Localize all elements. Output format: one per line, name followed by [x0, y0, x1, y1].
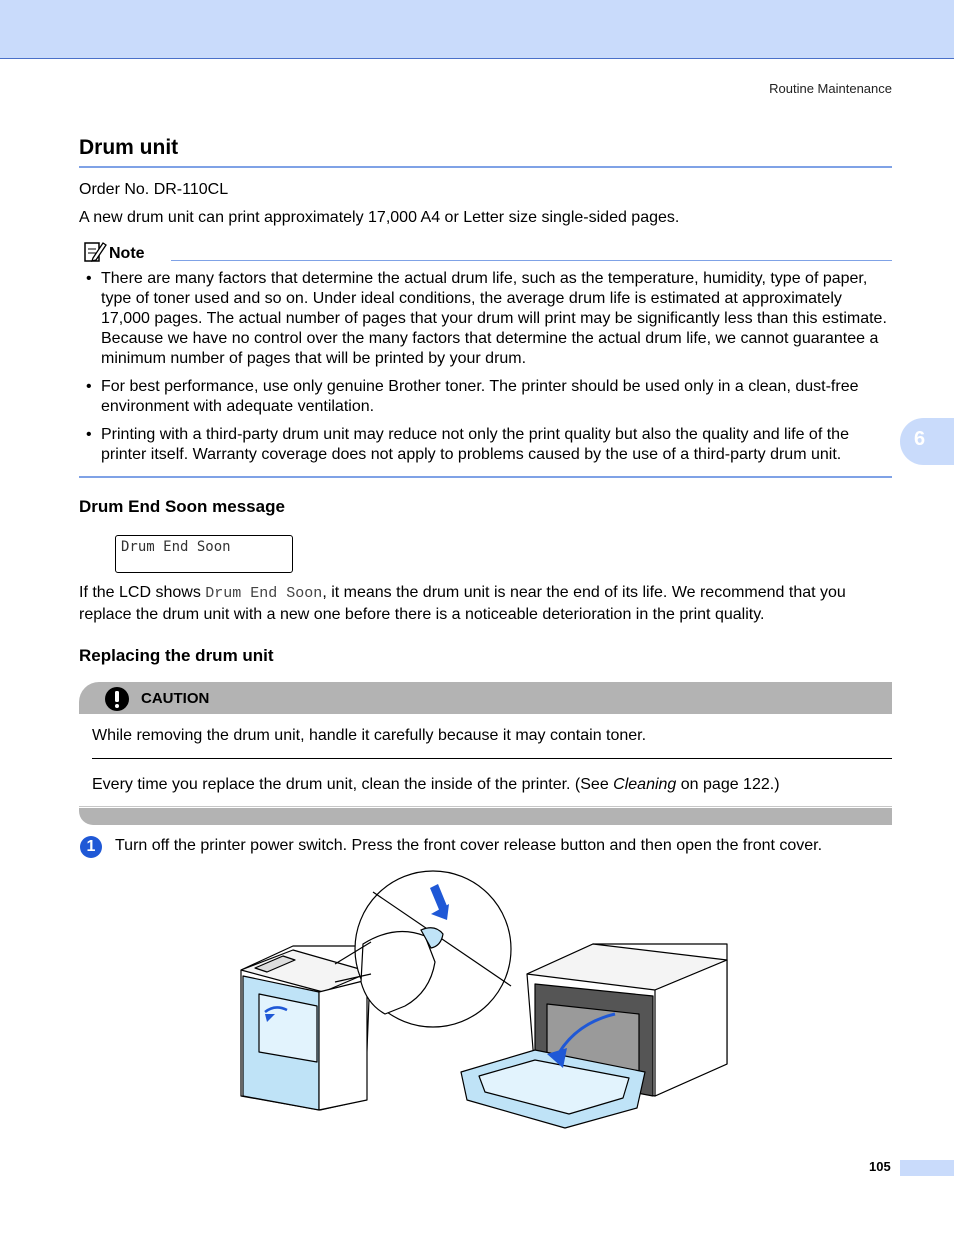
- caution-icon: [105, 687, 129, 711]
- note-item: • For best performance, use only genuine Brother toner. The printer should be used only in a clean, dust-free environment with adequate ventilation.: [79, 377, 894, 417]
- step-text: Turn off the printer power switch. Press the front cover release button and then open the front cover.: [115, 837, 823, 854]
- note-header: [79, 240, 892, 262]
- caution-divider-bottom: [79, 806, 892, 807]
- header-band: [0, 0, 954, 59]
- note-label: Note: [109, 245, 145, 262]
- chapter-tab: [900, 418, 954, 465]
- caution-label: CAUTION: [141, 690, 210, 707]
- drum-end-heading: Drum End Soon message: [79, 497, 285, 516]
- caution-banner: [79, 682, 892, 714]
- running-head: Routine Maintenance: [769, 81, 892, 96]
- note-item: • Printing with a third-party drum unit may reduce not only the print quality but also the quality and life of the printer itself. Warranty coverage does not apply to problems caused by the use of a third-party drum unit.: [79, 425, 894, 465]
- lcd-display: [115, 535, 293, 573]
- printer-illustration: [235, 864, 735, 1134]
- intro-text: A new drum unit can print approximately 17,000 A4 or Letter size single-sided pages.: [79, 209, 680, 226]
- note-item: • There are many factors that determine the actual drum life, such as the temperature, humidity, type of paper, type of toner used and so on. Under ideal conditions, the average drum life is estimated at approximately 17,000 pages. The actual number of pages that your drum will print may be significantly less than this estimate. Because we have no control over the many factors that determine the actual drum life, we cannot guarantee a minimum number of pages that will be printed by your drum.: [79, 269, 894, 369]
- caution-divider: [92, 758, 892, 759]
- cleaning-link: Cleaning: [613, 776, 677, 793]
- page-number: 105: [869, 1159, 891, 1174]
- chapter-number: 6: [914, 428, 926, 450]
- section-title: Drum unit: [79, 136, 179, 159]
- order-number: Order No. DR-110CL: [79, 181, 229, 198]
- note-end-rule: [79, 476, 892, 478]
- page-tab: [900, 1160, 954, 1176]
- lcd-message-inline: Drum End Soon: [205, 585, 323, 602]
- drum-end-text: If the LCD shows Drum End Soon, it means the drum unit is near the end of its life. We recommend that you replace the drum unit with a new one before there is a noticeable deterioration in the print quality.: [79, 584, 846, 623]
- note-list: [79, 269, 894, 473]
- caution-text-1: While removing the drum unit, handle it carefully because it may contain toner.: [92, 727, 647, 744]
- printer-left: [241, 946, 370, 1110]
- note-icon: [81, 240, 107, 264]
- caution-footer-bar: [79, 808, 892, 825]
- replacing-heading: Replacing the drum unit: [79, 646, 274, 665]
- lcd-text: Drum End Soon: [121, 539, 231, 555]
- caution-text-2: Every time you replace the drum unit, clean the inside of the printer. (See Cleaning on page 122.): [92, 776, 780, 793]
- note-rule: [171, 260, 892, 261]
- step-number-badge: 1: [80, 836, 102, 858]
- title-rule: [79, 166, 892, 168]
